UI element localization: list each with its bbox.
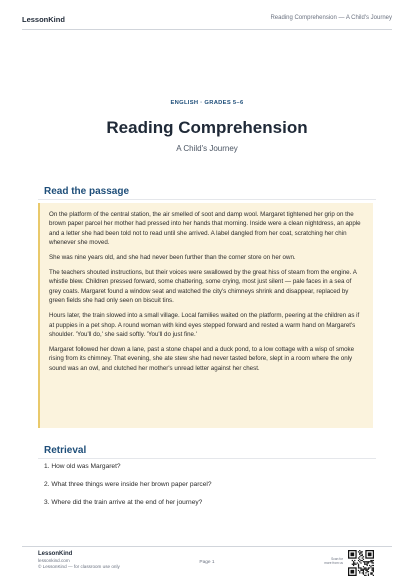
subject-eyebrow: ENGLISH · GRADES 5–6: [170, 100, 244, 106]
qr-code-icon: [348, 550, 374, 576]
passage-paragraph: On the platform of the central station, the air smelled of soot and damp wool. Margaret tightened her grip on the brown paper parcel her mother had pressed into her hands that morning. Inside were a clean nightdress, an apple and a letter she had been told not to read until she arrived. A label dangled from her coat, scratching her chin whenever she moved.: [49, 211, 361, 247]
footer-site: lessonkind.com: [38, 558, 70, 563]
passage-section-divider: [38, 199, 376, 200]
qr-caption: [313, 557, 343, 565]
question-item: 1. How old was Margaret?: [44, 463, 121, 470]
retrieval-section-divider: [38, 458, 376, 459]
passage-paragraph: Margaret followed her down a lane, past a stone chapel and a duck pond, to a low cottage with a wisp of smoke rising from its chimney. That evening, she ate stew she had never tasted before, slept in a room where the only sound was an owl, and clutched her mother's unread letter against her chest.: [49, 345, 355, 372]
page-header: [0, 0, 414, 32]
page-number: Page 1: [199, 560, 215, 565]
worksheet-subtitle: A Child's Journey: [176, 144, 238, 153]
passage-section-heading: Read the passage: [44, 186, 130, 197]
qr-caption-line: more from us: [324, 561, 343, 566]
header-divider: [22, 29, 392, 30]
worksheet-title: Reading Comprehension: [106, 118, 308, 137]
question-item: 2. What three things were inside her brown paper parcel?: [44, 481, 212, 488]
question-item: 3. Where did the train arrive at the end of her journey?: [44, 499, 203, 506]
footer-divider: [22, 546, 392, 547]
passage-paragraph: The teachers shouted instructions, but their voices were swallowed by the great hiss of steam from the engine. A whistle blew. Children pressed forward, some chattering, some crying, most just silent — pale faces in a sea of grey coats. Margaret found a window seat and watched the city's chimneys shrink and disappear, replaced by green fields she had only seen on biscuit tins.: [49, 269, 357, 305]
footer-brand: LessonKind: [38, 551, 73, 557]
question-list: [44, 462, 374, 516]
retrieval-section-heading: Retrieval: [44, 445, 87, 456]
qr-caption-line: Scan for: [331, 557, 343, 561]
footer-copyright: © LessonKind — for classroom use only: [38, 564, 120, 570]
passage-paragraph: Hours later, the train slowed into a small village. Local families waited on the platform, peering at the children as if at puppies in a pet shop. A round woman with kind eyes stepped forward and rested a warm hand on Margaret's shoulder. 'You'll do,' she said softly. 'You'll do just fine.': [49, 312, 360, 338]
running-title: Reading Comprehension — A Child's Journey: [270, 15, 392, 21]
brand-name: LessonKind: [22, 15, 65, 24]
passage-paragraph: She was nine years old, and she had never been further than the corner store on her own.: [49, 254, 296, 262]
reading-passage: [38, 203, 373, 428]
